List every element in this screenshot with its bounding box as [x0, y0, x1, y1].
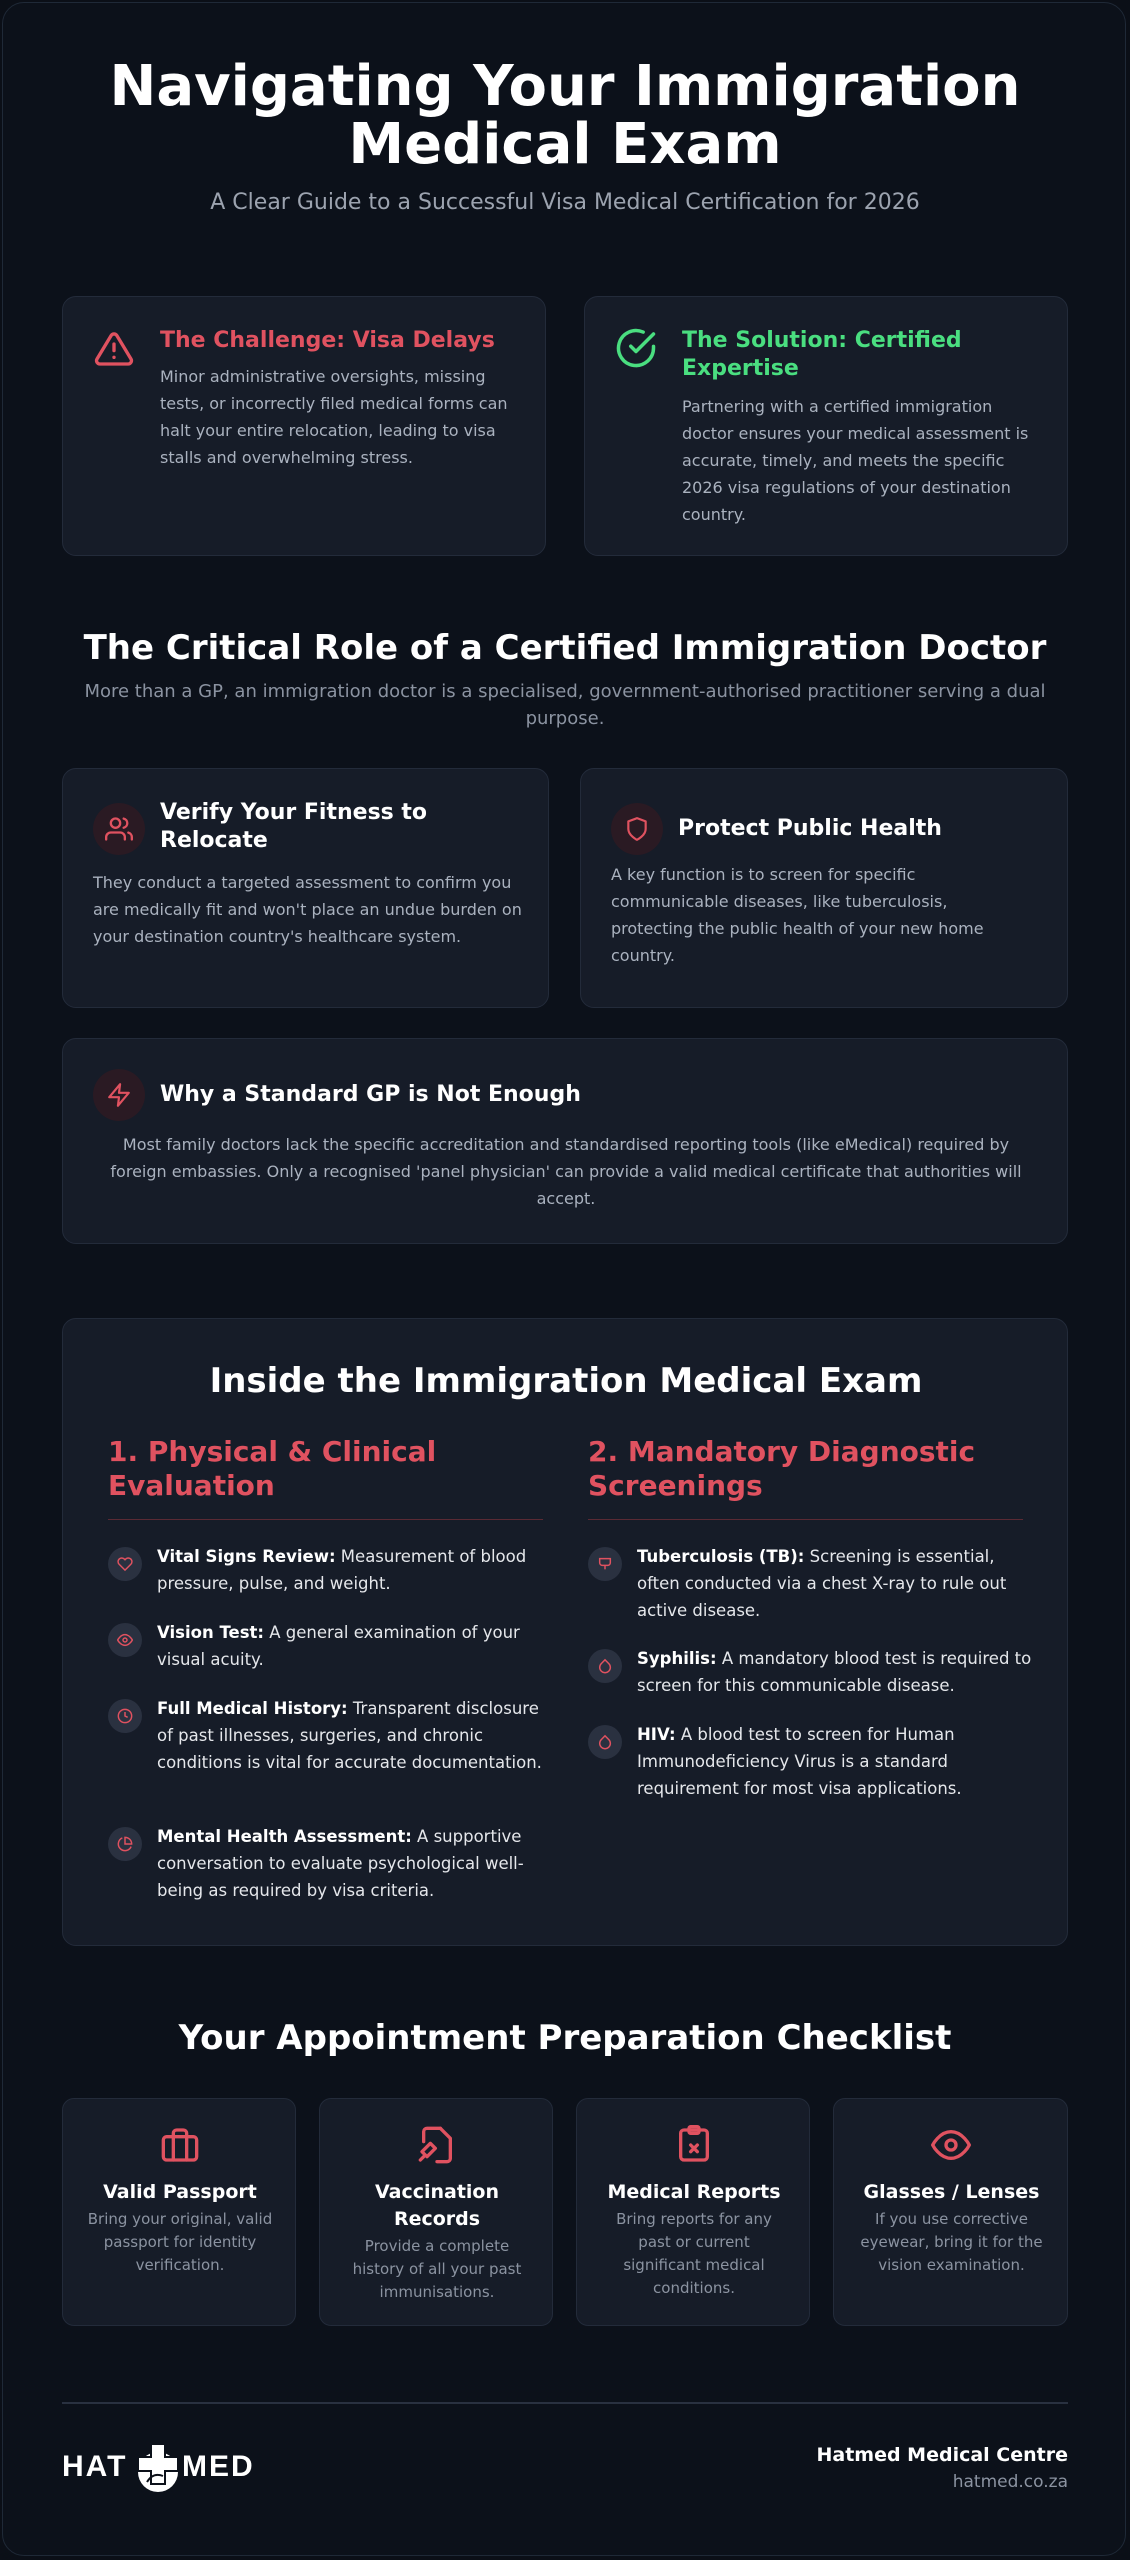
gp-card	[62, 1038, 1068, 1244]
public-health-card	[580, 768, 1068, 1008]
screenings-title: 2. Mandatory Diagnostic Screenings	[588, 1435, 976, 1502]
screenings-list	[588, 1547, 1032, 1815]
fitness-text: They conduct a targeted assessment to confirm you are medically fit and won't place an undue burden on your destination country's healthcare system.	[93, 873, 522, 946]
challenge-card	[62, 296, 546, 556]
footer-url[interactable]: hatmed.co.za	[952, 2472, 1068, 2492]
checklist-item-vaccination	[319, 2098, 553, 2326]
physical-list	[108, 1547, 548, 1917]
briefcase-icon	[160, 2125, 200, 2169]
checklist-text: If you use corrective eyewear, bring it for the vision examination.	[860, 2210, 1043, 2274]
item-label: Syphilis:	[637, 1649, 717, 1668]
item-text: Transparent disclosure of past illnesses, surgeries, and chronic conditions is vital for accurate documentation.	[157, 1699, 542, 1772]
checklist-item-reports	[576, 2098, 810, 2326]
exam-card	[62, 1318, 1068, 1946]
item-label: Vision Test:	[157, 1623, 265, 1642]
challenge-title: The Challenge: Visa Delays	[160, 328, 495, 353]
public-health-text: A key function is to screen for specific communicable diseases, like tuberculosis, protecting the public health of your new home country.	[611, 865, 984, 965]
checklist-text: Bring reports for any past or current significant medical conditions.	[616, 2210, 772, 2297]
logo-text-left: HAT	[62, 2450, 128, 2483]
item-label: Mental Health Assessment:	[157, 1827, 412, 1846]
public-health-title: Protect Public Health	[678, 816, 942, 841]
checklist-item-glasses	[833, 2098, 1068, 2326]
clock-icon	[108, 1699, 142, 1733]
role-subheading: More than a GP, an immigration doctor is a specialised, government-authorised practitioner serving a dual purpose.	[84, 681, 1046, 729]
gp-title: Why a Standard GP is Not Enough	[160, 1082, 581, 1107]
physical-divider	[108, 1519, 543, 1520]
solution-title: The Solution: Certified Expertise	[682, 328, 962, 381]
checklist-text: Bring your original, valid passport for identity verification.	[87, 2210, 273, 2274]
role-heading: The Critical Role of a Certified Immigration Doctor	[83, 628, 1047, 668]
users-icon	[93, 803, 145, 855]
list-item	[588, 1547, 1028, 1649]
item-text: Measurement of blood pressure, pulse, and weight.	[157, 1547, 527, 1593]
item-text: Screening is essential, often conducted via a chest X-ray to rule out active disease.	[637, 1547, 1007, 1620]
check-circle-icon	[615, 327, 657, 369]
lightning-icon	[93, 1069, 145, 1121]
drop-icon	[588, 1725, 622, 1759]
pie-chart-icon	[108, 1827, 142, 1861]
heart-icon	[108, 1547, 142, 1581]
fitness-card	[62, 768, 549, 1008]
eye-icon	[930, 2125, 972, 2169]
checklist-title: Vaccination Records	[374, 2181, 500, 2230]
checklist-heading: Your Appointment Preparation Checklist	[178, 2018, 952, 2058]
footer-org-name: Hatmed Medical Centre	[816, 2444, 1068, 2466]
hatmed-logo[interactable]	[62, 2440, 272, 2500]
lungs-icon	[588, 1547, 622, 1581]
gp-text: Most family doctors lack the specific accreditation and standardised reporting tools (like eMedical) required by foreign embassies. Only a recognised 'panel physician' can provide a valid medical certificate that authorities will accept.	[110, 1135, 1022, 1208]
item-text: A general examination of your visual acuity.	[157, 1623, 520, 1669]
checklist-item-passport	[62, 2098, 296, 2326]
solution-card	[584, 296, 1068, 556]
syringe-document-icon	[417, 2125, 457, 2169]
list-item	[108, 1827, 548, 1917]
list-item	[588, 1725, 1028, 1815]
list-item	[108, 1547, 548, 1623]
checklist-title: Medical Reports	[607, 2181, 781, 2203]
warning-triangle-icon	[93, 329, 135, 369]
list-item	[108, 1699, 548, 1827]
screenings-divider	[588, 1519, 1023, 1520]
item-text: A blood test to screen for Human Immunodeficiency Virus is a standard requirement for most visa applications.	[637, 1725, 962, 1798]
checklist-title: Valid Passport	[103, 2181, 257, 2203]
item-label: Vital Signs Review:	[157, 1547, 336, 1566]
solution-text: Partnering with a certified immigration doctor ensures your medical assessment is accurate, timely, and meets the specific 2026 visa regulations of your destination country.	[682, 397, 1029, 524]
item-label: Tuberculosis (TB):	[637, 1547, 805, 1566]
list-item	[588, 1649, 1032, 1725]
logo-cross-icon	[135, 2442, 181, 2496]
item-label: Full Medical History:	[157, 1699, 348, 1718]
eye-icon	[108, 1623, 142, 1657]
shield-icon	[611, 803, 663, 855]
exam-heading: Inside the Immigration Medical Exam	[209, 1361, 923, 1401]
challenge-text: Minor administrative oversights, missing tests, or incorrectly filed medical forms can halt your entire relocation, leading to visa stalls and overwhelming stress.	[160, 367, 508, 467]
checklist-title: Glasses / Lenses	[863, 2181, 1040, 2203]
page-title: Navigating Your Immigration Medical Exam	[109, 54, 1021, 177]
physical-title: 1. Physical & Clinical Evaluation	[108, 1435, 437, 1502]
item-label: HIV:	[637, 1725, 676, 1744]
logo-text-right: MED	[182, 2450, 255, 2483]
list-item	[108, 1623, 548, 1699]
checklist-text: Provide a complete history of all your past immunisations.	[352, 2237, 522, 2301]
item-text: A supportive conversation to evaluate psychological well-being as required by visa criteria.	[157, 1827, 524, 1900]
page-subtitle: A Clear Guide to a Successful Visa Medical Certification for 2026	[210, 190, 920, 215]
medical-clipboard-icon	[674, 2125, 714, 2169]
drop-icon	[588, 1649, 622, 1683]
item-text: A mandatory blood test is required to screen for this communicable disease.	[637, 1649, 1032, 1695]
fitness-title: Verify Your Fitness to Relocate	[160, 800, 428, 853]
footer-divider	[62, 2402, 1068, 2404]
